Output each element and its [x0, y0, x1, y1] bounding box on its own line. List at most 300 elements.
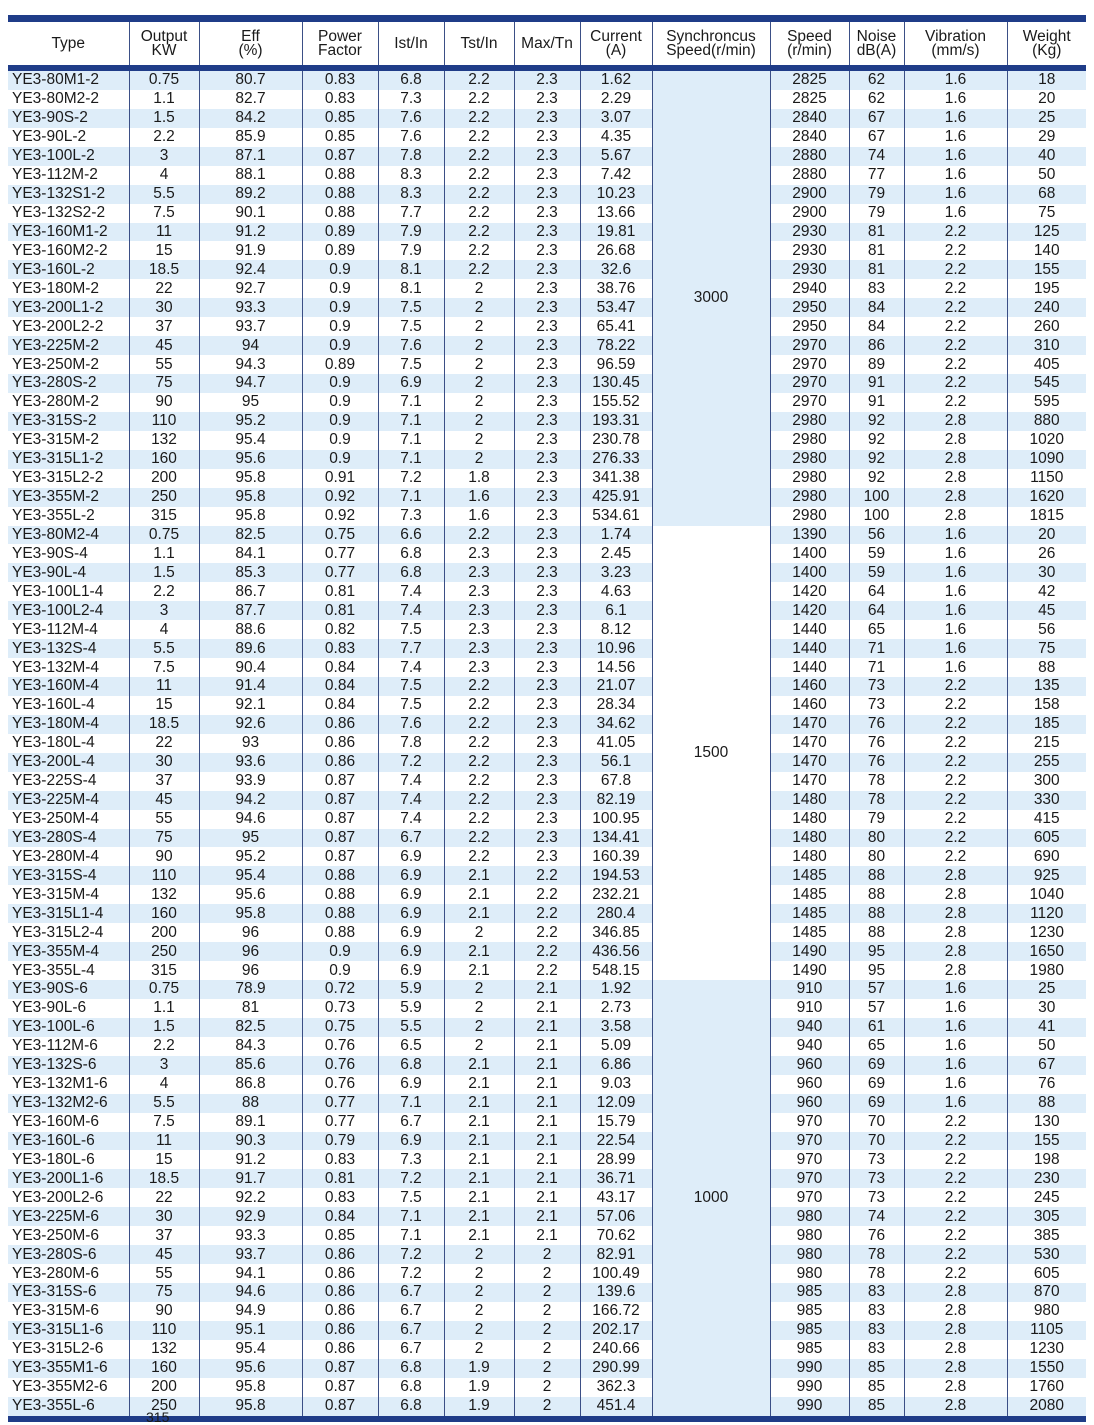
cell-tst: 2: [444, 355, 514, 374]
cell-tst: 2.2: [444, 677, 514, 696]
cell-vibration: 2.8: [904, 431, 1007, 450]
cell-output: 11: [129, 677, 199, 696]
table-row: [8, 1207, 1086, 1226]
cell-ist: 6.7: [378, 829, 444, 848]
cell-output: 11: [129, 223, 199, 242]
cell-output: 22: [129, 279, 199, 298]
cell-max: 2.3: [514, 393, 580, 412]
cell-speed: 2980: [770, 412, 849, 431]
cell-tst: 2.1: [444, 1188, 514, 1207]
cell-current: 451.4: [580, 1397, 652, 1416]
cell-speed: 2970: [770, 374, 849, 393]
cell-eff: 95.8: [199, 469, 302, 488]
cell-ist: 7.4: [378, 601, 444, 620]
cell-max: 2.2: [514, 961, 580, 980]
cell-noise: 73: [849, 677, 904, 696]
cell-eff: 95.4: [199, 1340, 302, 1359]
cell-eff: 88.1: [199, 166, 302, 185]
table-row: [8, 1113, 1086, 1132]
cell-vibration: 1.6: [904, 204, 1007, 223]
cell-output: 5.5: [129, 1094, 199, 1113]
table-row: [8, 563, 1086, 582]
cell-vibration: 1.6: [904, 1056, 1007, 1075]
cell-ist: 8.3: [378, 166, 444, 185]
cell-output: 1.5: [129, 563, 199, 582]
table-row: [8, 90, 1086, 109]
cell-eff: 94.2: [199, 791, 302, 810]
col-ist: Ist/In: [378, 22, 444, 65]
cell-ist: 7.5: [378, 620, 444, 639]
cell-tst: 2.2: [444, 90, 514, 109]
table-row: [8, 355, 1086, 374]
cell-type: YE3-280S-6: [8, 1245, 129, 1264]
cell-tst: 2.2: [444, 753, 514, 772]
cell-power-factor: 0.86: [302, 1302, 378, 1321]
cell-weight: 135: [1007, 677, 1086, 696]
cell-power-factor: 0.9: [302, 298, 378, 317]
cell-speed: 910: [770, 980, 849, 999]
cell-type: YE3-315L2-2: [8, 469, 129, 488]
cell-noise: 83: [849, 279, 904, 298]
cell-speed: 960: [770, 1075, 849, 1094]
cell-current: 4.35: [580, 128, 652, 147]
cell-type: YE3-132S-4: [8, 639, 129, 658]
cell-tst: 2: [444, 374, 514, 393]
cell-vibration: 2.2: [904, 1113, 1007, 1132]
cell-ist: 7.6: [378, 715, 444, 734]
table-row: [8, 1150, 1086, 1169]
cell-power-factor: 0.75: [302, 1018, 378, 1037]
cell-current: 14.56: [580, 658, 652, 677]
cell-noise: 61: [849, 1018, 904, 1037]
cell-vibration: 1.6: [904, 620, 1007, 639]
cell-max: 2.3: [514, 829, 580, 848]
cell-max: 2.3: [514, 677, 580, 696]
cell-eff: 93.6: [199, 753, 302, 772]
cell-max: 2.3: [514, 109, 580, 128]
cell-weight: 198: [1007, 1150, 1086, 1169]
cell-type: YE3-315L2-6: [8, 1340, 129, 1359]
table-row: [8, 166, 1086, 185]
cell-speed: 2900: [770, 185, 849, 204]
cell-tst: 2.2: [444, 715, 514, 734]
cell-speed: 980: [770, 1264, 849, 1283]
cell-weight: 20: [1007, 90, 1086, 109]
cell-type: YE3-132M-4: [8, 658, 129, 677]
cell-output: 200: [129, 469, 199, 488]
cell-current: 100.95: [580, 810, 652, 829]
cell-power-factor: 0.84: [302, 658, 378, 677]
cell-weight: 45: [1007, 601, 1086, 620]
cell-vibration: 2.2: [904, 715, 1007, 734]
cell-output: 315: [129, 507, 199, 526]
cell-ist: 6.7: [378, 1113, 444, 1132]
cell-tst: 1.9: [444, 1397, 514, 1416]
table-row: [8, 147, 1086, 166]
cell-tst: 2.1: [444, 942, 514, 961]
col-sync-speed: Synchroncus Speed(r/min): [652, 22, 770, 65]
cell-max: 2.1: [514, 1150, 580, 1169]
cell-weight: 690: [1007, 847, 1086, 866]
cell-max: 2.3: [514, 431, 580, 450]
cell-type: YE3-200L1-2: [8, 298, 129, 317]
cell-output: 37: [129, 1226, 199, 1245]
cell-noise: 84: [849, 317, 904, 336]
cell-speed: 1485: [770, 923, 849, 942]
cell-weight: 67: [1007, 1056, 1086, 1075]
cell-max: 2.3: [514, 658, 580, 677]
cell-type: YE3-132S2-2: [8, 204, 129, 223]
cell-power-factor: 0.83: [302, 1188, 378, 1207]
cell-eff: 89.6: [199, 639, 302, 658]
cell-type: YE3-132M2-6: [8, 1094, 129, 1113]
cell-max: 2.3: [514, 810, 580, 829]
cell-tst: 2: [444, 336, 514, 355]
table-row: [8, 1132, 1086, 1151]
cell-power-factor: 0.87: [302, 772, 378, 791]
cell-noise: 78: [849, 791, 904, 810]
motor-spec-sheet: [8, 15, 1086, 1425]
cell-power-factor: 0.86: [302, 1245, 378, 1264]
cell-current: 22.54: [580, 1132, 652, 1151]
cell-ist: 6.7: [378, 1302, 444, 1321]
bottom-rule: [8, 1416, 1086, 1422]
cell-max: 2.3: [514, 507, 580, 526]
table-row: [8, 904, 1086, 923]
cell-output: 15: [129, 696, 199, 715]
cell-speed: 1470: [770, 772, 849, 791]
cell-vibration: 2.8: [904, 885, 1007, 904]
cell-speed: 1480: [770, 829, 849, 848]
cell-max: 2.3: [514, 526, 580, 545]
cell-power-factor: 0.9: [302, 260, 378, 279]
cell-noise: 65: [849, 1037, 904, 1056]
cell-speed: 990: [770, 1397, 849, 1416]
cell-current: 2.45: [580, 544, 652, 563]
col-weight: Weight (Kg): [1007, 22, 1086, 65]
cell-speed: 2980: [770, 450, 849, 469]
cell-weight: 68: [1007, 185, 1086, 204]
cell-power-factor: 0.82: [302, 620, 378, 639]
cell-vibration: 2.2: [904, 810, 1007, 829]
cell-output: 0.75: [129, 526, 199, 545]
cell-vibration: 2.2: [904, 1188, 1007, 1207]
cell-type: YE3-355L-2: [8, 507, 129, 526]
cell-noise: 92: [849, 431, 904, 450]
cell-eff: 81: [199, 999, 302, 1018]
cell-speed: 2980: [770, 469, 849, 488]
cell-tst: 2: [444, 450, 514, 469]
cell-type: YE3-132S-6: [8, 1056, 129, 1075]
cell-vibration: 2.8: [904, 507, 1007, 526]
cell-power-factor: 0.88: [302, 185, 378, 204]
cell-noise: 64: [849, 601, 904, 620]
cell-speed: 1460: [770, 677, 849, 696]
cell-vibration: 2.2: [904, 1132, 1007, 1151]
cell-eff: 94.6: [199, 1283, 302, 1302]
cell-speed: 1485: [770, 885, 849, 904]
cell-vibration: 2.8: [904, 488, 1007, 507]
cell-vibration: 2.2: [904, 260, 1007, 279]
cell-output: 2.2: [129, 1037, 199, 1056]
cell-type: YE3-100L-6: [8, 1018, 129, 1037]
cell-type: YE3-355M1-6: [8, 1359, 129, 1378]
table-row: [8, 1169, 1086, 1188]
cell-type: YE3-315M-4: [8, 885, 129, 904]
cell-eff: 95.8: [199, 904, 302, 923]
cell-type: YE3-160L-6: [8, 1132, 129, 1151]
cell-noise: 69: [849, 1094, 904, 1113]
cell-weight: 185: [1007, 715, 1086, 734]
cell-output: 0.75: [129, 980, 199, 999]
cell-eff: 92.6: [199, 715, 302, 734]
cell-vibration: 2.2: [904, 1245, 1007, 1264]
cell-eff: 84.2: [199, 109, 302, 128]
cell-power-factor: 0.86: [302, 715, 378, 734]
cell-weight: 880: [1007, 412, 1086, 431]
cell-power-factor: 0.9: [302, 412, 378, 431]
cell-type: YE3-355L-4: [8, 961, 129, 980]
cell-power-factor: 0.91: [302, 469, 378, 488]
cell-speed: 1390: [770, 526, 849, 545]
cell-tst: 2: [444, 1037, 514, 1056]
cell-weight: 130: [1007, 1113, 1086, 1132]
cell-tst: 2: [444, 1340, 514, 1359]
cell-type: YE3-355M-2: [8, 488, 129, 507]
cell-tst: 2.3: [444, 582, 514, 601]
cell-max: 2: [514, 1302, 580, 1321]
col-power-factor: Power Factor: [302, 22, 378, 65]
cell-speed: 980: [770, 1226, 849, 1245]
col-tst: Tst/In: [444, 22, 514, 65]
cell-vibration: 2.2: [904, 696, 1007, 715]
cell-type: YE3-315L1-2: [8, 450, 129, 469]
cell-weight: 595: [1007, 393, 1086, 412]
cell-power-factor: 0.89: [302, 355, 378, 374]
table-row: [8, 241, 1086, 260]
cell-speed: 2930: [770, 241, 849, 260]
cell-speed: 2840: [770, 109, 849, 128]
cell-speed: 2880: [770, 147, 849, 166]
cell-current: 10.96: [580, 639, 652, 658]
cell-max: 2.1: [514, 1037, 580, 1056]
cell-weight: 245: [1007, 1188, 1086, 1207]
cell-power-factor: 0.88: [302, 166, 378, 185]
cell-sync-speed: 3000: [652, 71, 770, 526]
cell-power-factor: 0.83: [302, 90, 378, 109]
cell-current: 12.09: [580, 1094, 652, 1113]
cell-eff: 92.4: [199, 260, 302, 279]
cell-power-factor: 0.92: [302, 507, 378, 526]
cell-type: YE3-160M-4: [8, 677, 129, 696]
cell-max: 2.3: [514, 620, 580, 639]
table-row: [8, 469, 1086, 488]
cell-current: 53.47: [580, 298, 652, 317]
cell-output: 90: [129, 847, 199, 866]
cell-eff: 91.7: [199, 1169, 302, 1188]
cell-speed: 2930: [770, 223, 849, 242]
cell-vibration: 1.6: [904, 1037, 1007, 1056]
cell-vibration: 1.6: [904, 128, 1007, 147]
table-row: [8, 185, 1086, 204]
cell-current: 82.91: [580, 1245, 652, 1264]
cell-weight: 1105: [1007, 1321, 1086, 1340]
cell-max: 2.2: [514, 866, 580, 885]
cell-weight: 405: [1007, 355, 1086, 374]
cell-tst: 2.1: [444, 1056, 514, 1075]
cell-max: 2.3: [514, 696, 580, 715]
cell-max: 2.1: [514, 1056, 580, 1075]
table-row: [8, 1075, 1086, 1094]
cell-weight: 25: [1007, 980, 1086, 999]
cell-power-factor: 0.81: [302, 601, 378, 620]
cell-output: 18.5: [129, 1169, 199, 1188]
table-row: [8, 450, 1086, 469]
cell-tst: 2.2: [444, 791, 514, 810]
cell-speed: 940: [770, 1018, 849, 1037]
cell-weight: 155: [1007, 1132, 1086, 1151]
cell-eff: 92.7: [199, 279, 302, 298]
cell-type: YE3-280M-4: [8, 847, 129, 866]
cell-current: 341.38: [580, 469, 652, 488]
table-row: [8, 772, 1086, 791]
cell-max: 2.3: [514, 71, 580, 90]
table-row: [8, 317, 1086, 336]
cell-eff: 93.7: [199, 1245, 302, 1264]
cell-ist: 6.8: [378, 1359, 444, 1378]
cell-power-factor: 0.86: [302, 734, 378, 753]
cell-output: 7.5: [129, 1113, 199, 1132]
table-row: [8, 298, 1086, 317]
cell-eff: 90.3: [199, 1132, 302, 1151]
cell-max: 2: [514, 1321, 580, 1340]
cell-speed: 985: [770, 1283, 849, 1302]
cell-weight: 1980: [1007, 961, 1086, 980]
cell-ist: 6.9: [378, 961, 444, 980]
cell-noise: 85: [849, 1359, 904, 1378]
col-type: Type: [51, 34, 86, 52]
cell-power-factor: 0.87: [302, 1378, 378, 1397]
cell-speed: 960: [770, 1056, 849, 1075]
cell-ist: 6.8: [378, 563, 444, 582]
cell-weight: 385: [1007, 1226, 1086, 1245]
cell-ist: 7.4: [378, 772, 444, 791]
cell-speed: 980: [770, 1207, 849, 1226]
table-row: [8, 810, 1086, 829]
table-row: [8, 374, 1086, 393]
cell-weight: 1815: [1007, 507, 1086, 526]
cell-speed: 2825: [770, 90, 849, 109]
cell-output: 15: [129, 241, 199, 260]
cell-eff: 87.1: [199, 147, 302, 166]
cell-weight: 1230: [1007, 1340, 1086, 1359]
cell-eff: 89.1: [199, 1113, 302, 1132]
cell-output: 2.2: [129, 582, 199, 601]
cell-noise: 73: [849, 696, 904, 715]
cell-weight: 30: [1007, 563, 1086, 582]
cell-current: 166.72: [580, 1302, 652, 1321]
cell-noise: 73: [849, 1169, 904, 1188]
cell-noise: 70: [849, 1113, 904, 1132]
cell-tst: 2.1: [444, 885, 514, 904]
cell-ist: 6.8: [378, 544, 444, 563]
cell-type: YE3-250M-2: [8, 355, 129, 374]
cell-current: 362.3: [580, 1378, 652, 1397]
cell-output: 45: [129, 1245, 199, 1264]
cell-noise: 81: [849, 260, 904, 279]
cell-type: YE3-250M-4: [8, 810, 129, 829]
cell-output: 45: [129, 336, 199, 355]
cell-noise: 64: [849, 582, 904, 601]
cell-type: YE3-180L-6: [8, 1150, 129, 1169]
cell-tst: 2.2: [444, 696, 514, 715]
cell-current: 2.29: [580, 90, 652, 109]
cell-vibration: 2.2: [904, 355, 1007, 374]
table-row: [8, 336, 1086, 355]
cell-speed: 1440: [770, 639, 849, 658]
cell-output: 132: [129, 885, 199, 904]
cell-vibration: 1.6: [904, 147, 1007, 166]
cell-ist: 7.4: [378, 582, 444, 601]
cell-max: 2.1: [514, 1075, 580, 1094]
cell-max: 2.3: [514, 734, 580, 753]
cell-speed: 2980: [770, 507, 849, 526]
cell-output: 250: [129, 1397, 199, 1416]
cell-output: 110: [129, 1321, 199, 1340]
cell-ist: 7.6: [378, 128, 444, 147]
cell-output: 315: [129, 961, 199, 980]
cell-tst: 2.1: [444, 1150, 514, 1169]
cell-type: YE3-100L-2: [8, 147, 129, 166]
cell-ist: 6.9: [378, 1132, 444, 1151]
cell-noise: 78: [849, 1264, 904, 1283]
cell-speed: 2950: [770, 317, 849, 336]
cell-speed: 2970: [770, 393, 849, 412]
cell-type: YE3-180L-4: [8, 734, 129, 753]
cell-ist: 6.7: [378, 1283, 444, 1302]
cell-max: 2: [514, 1283, 580, 1302]
cell-type: YE3-180M-4: [8, 715, 129, 734]
cell-current: 28.34: [580, 696, 652, 715]
cell-output: 110: [129, 412, 199, 431]
cell-type: YE3-90L-4: [8, 563, 129, 582]
cell-output: 5.5: [129, 185, 199, 204]
cell-weight: 215: [1007, 734, 1086, 753]
cell-type: YE3-180M-2: [8, 279, 129, 298]
col-current: Current (A): [580, 22, 652, 65]
cell-noise: 78: [849, 1245, 904, 1264]
cell-ist: 7.9: [378, 241, 444, 260]
cell-eff: 96: [199, 961, 302, 980]
cell-tst: 2: [444, 431, 514, 450]
cell-output: 200: [129, 1378, 199, 1397]
cell-current: 425.91: [580, 488, 652, 507]
cell-weight: 1230: [1007, 923, 1086, 942]
cell-power-factor: 0.79: [302, 1132, 378, 1151]
cell-type: YE3-250M-6: [8, 1226, 129, 1245]
cell-power-factor: 0.77: [302, 563, 378, 582]
cell-type: YE3-200L-4: [8, 753, 129, 772]
cell-ist: 8.3: [378, 185, 444, 204]
cell-type: YE3-225M-6: [8, 1207, 129, 1226]
cell-power-factor: 0.84: [302, 677, 378, 696]
cell-max: 2.1: [514, 1207, 580, 1226]
cell-speed: 1400: [770, 563, 849, 582]
cell-current: 193.31: [580, 412, 652, 431]
cell-current: 36.71: [580, 1169, 652, 1188]
cell-tst: 2.1: [444, 1169, 514, 1188]
cell-max: 2.1: [514, 1188, 580, 1207]
